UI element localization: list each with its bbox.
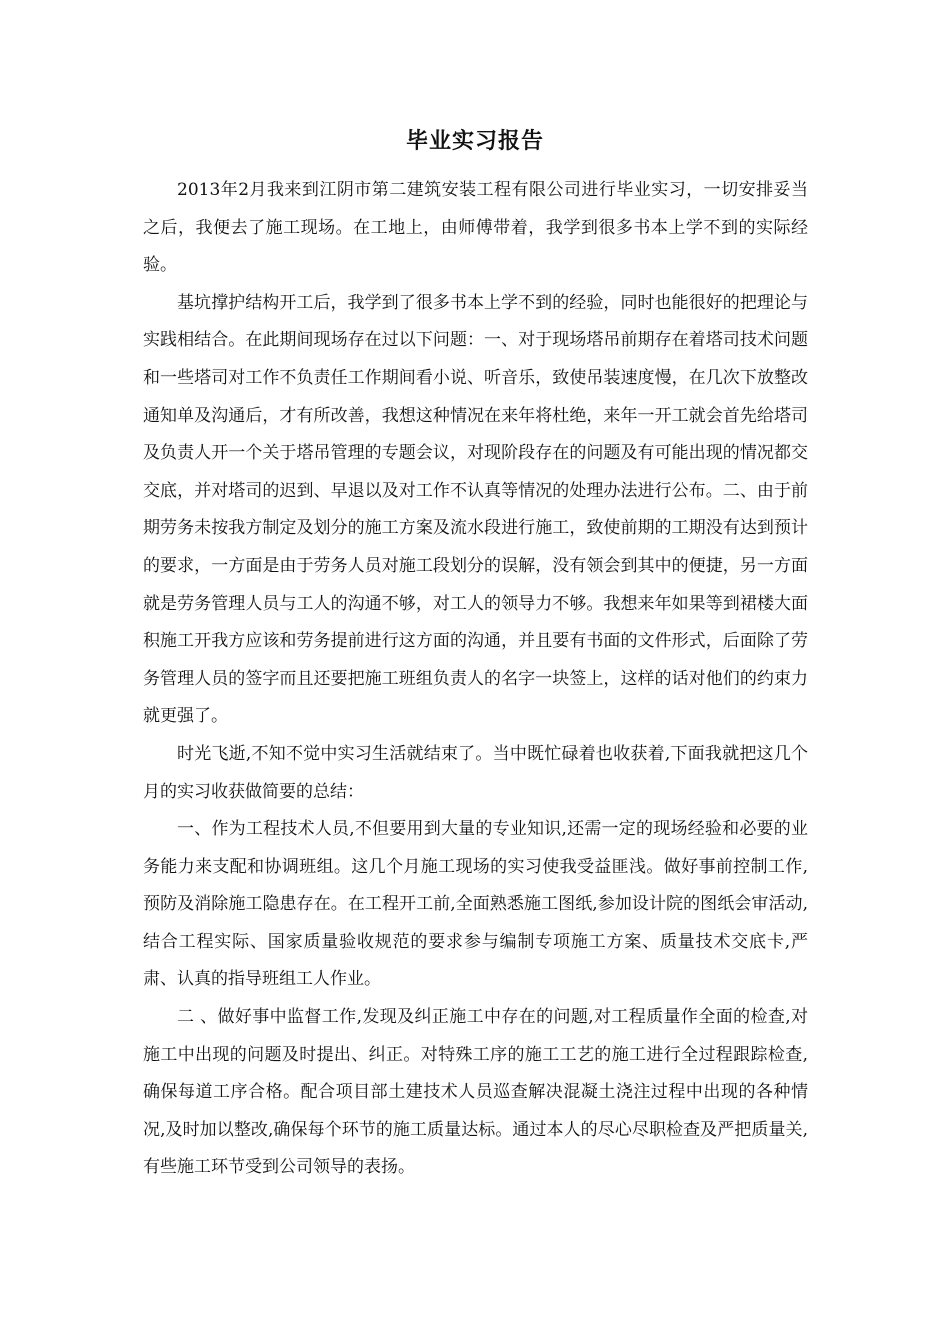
paragraph-intro: 2013年2月我来到江阴市第二建筑安装工程有限公司进行毕业实习，一切安排妥当之后，我便去了施工现场。在工地上，由师傅带着，我学到很多书本上学不到的实际经验。 xyxy=(143,180,808,276)
paragraph-point-two: 二 、做好事中监督工作,发现及纠正施工中存在的问题,对工程质量作全面的检查,对施工中出现的问题及时提出、纠正。对特殊工序的施工工艺的施工进行全过程跟踪检查,确保每道工序合格。配合项目部土建技术人员巡查解决混凝土浇注过程中出现的各种情况,及时加以整改,确保每个环节的施工质量达标。通过本人的尽心尽职检查及严把质量关,有些施工环节受到公司领导的表扬。 xyxy=(143,1007,808,1178)
paragraph-summary-intro: 时光飞逝,不知不觉中实习生活就结束了。当中既忙碌着也收获着,下面我就把这几个月的实习收获做简要的总结： xyxy=(143,743,808,802)
document-title: 毕业实习报告 xyxy=(405,128,544,154)
paragraph-point-one: 一、作为工程技术人员,不但要用到大量的专业知识,还需一定的现场经验和必要的业务能力来支配和协调班组。这几个月施工现场的实习使我受益匪浅。做好事前控制工作,预防及消除施工隐患存在。在工程开工前,全面熟悉施工图纸,参加设计院的图纸会审活动,结合工程实际、国家质量验收规范的要求参与编制专项施工方案、质量技术交底卡,严肃、认真的指导班组工人作业。 xyxy=(143,819,808,990)
document-body xyxy=(143,172,808,1187)
paragraph-problems: 基坑撑护结构开工后，我学到了很多书本上学不到的经验，同时也能很好的把理论与实践相结合。在此期间现场存在过以下问题：一、对于现场塔吊前期存在着塔司技术问题和一些塔司对工作不负责任工作期间看小说、听音乐，致使吊装速度慢，在几次下放整改通知单及沟通后，才有所改善，我想这种情况在来年将杜绝，来年一开工就会首先给塔司及负责人开一个关于塔吊管理的专题会议，对现阶段存在的问题及有可能出现的情况都交交底，并对塔司的迟到、早退以及对工作不认真等情况的处理办法进行公布。二、由于前期劳务未按我方制定及划分的施工方案及流水段进行施工，致使前期的工期没有达到预计的要求，一方面是由于劳务人员对施工段划分的误解，没有领会到其中的便捷，另一方面就是劳务管理人员与工人的沟通不够，对工人的领导力不够。我想来年如果等到裙楼大面积施工开我方应该和劳务提前进行这方面的沟通，并且要有书面的文件形式，后面除了劳务管理人员的签字而且还要把施工班组负责人的名字一块签上，这样的话对他们的约束力就更强了。 xyxy=(143,292,808,727)
